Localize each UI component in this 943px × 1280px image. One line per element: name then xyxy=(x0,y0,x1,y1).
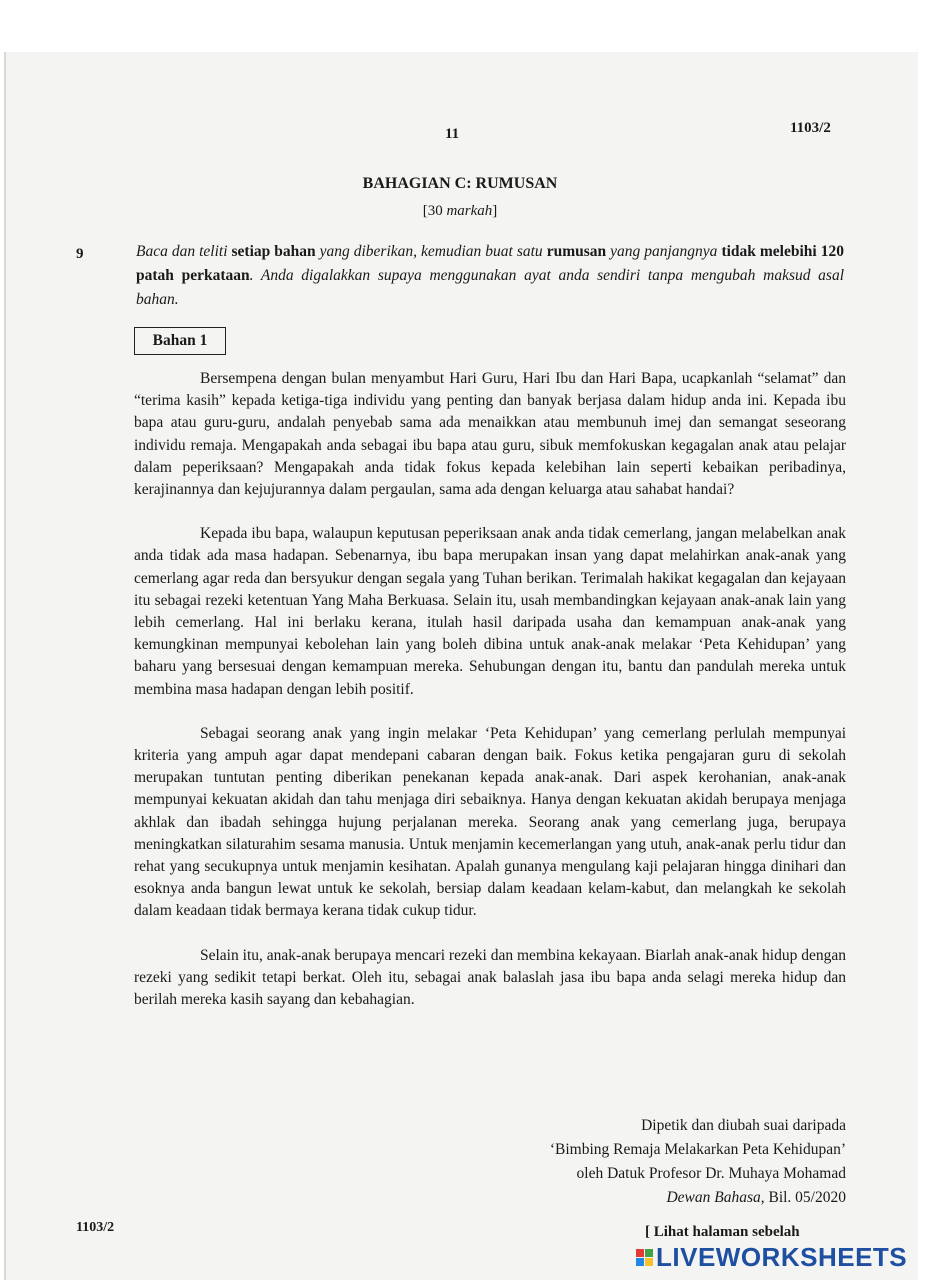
source-line: ‘Bimbing Remaja Melakarkan Peta Kehidupan’ xyxy=(549,1141,846,1158)
page-number: 11 xyxy=(445,126,460,142)
paper-code-bottom: 1103/2 xyxy=(76,1220,115,1235)
logo-square xyxy=(636,1249,644,1257)
source-citation xyxy=(400,1114,846,1210)
instruction-text: . Anda digalakkan supaya menggunakan ayat anda sendiri tanpa mengubah maksud asal bahan. xyxy=(136,267,844,308)
source-line: Dewan Bahasa, Bil. 05/2020 xyxy=(666,1189,846,1206)
logo-square xyxy=(645,1258,653,1266)
logo-square xyxy=(645,1249,653,1257)
watermark-text: LIVEWORKSHEETS xyxy=(656,1241,908,1272)
liveworksheets-watermark xyxy=(636,1240,907,1274)
instruction-emphasis: setiap bahan xyxy=(231,243,316,260)
instruction-text: yang panjangnya xyxy=(606,243,722,260)
section-title: BAHAGIAN C: RUMUSAN xyxy=(362,175,558,192)
passage xyxy=(134,368,846,1033)
passage-paragraph: Kepada ibu bapa, walaupun keputusan peperiksaan anak anda tidak cemerlang, jangan melabelkan anak anda tidak ada masa hadapan. Sebenarnya, ibu bapa merupakan insan yang dapat melahirkan anak-anak yang cemerlang agar reda dan bersyukur dengan segala yang Tuhan berikan. Terimalah hakikat kegagalan dan kejayaan itu sebagai rezeki ketentuan Yang Maha Berkuasa. Selain itu, usah membandingkan kejayaan anak-anak lain yang lebih cemerlang. Hal ini berlaku kerana, itulah hasil daripada usaha dan kemampuan anak-anak yang kemungkinan mempunyai kebolehan lain yang boleh dibina untuk anak-anak melakar ‘Peta Kehidupan’ yang baharu yang bersesuai dengan kemampuan mereka. Sehubungan dengan itu, bantu dan pandulah mereka untuk membina masa hadapan dengan lebih positif. xyxy=(134,525,846,698)
passage-paragraph: Sebagai seorang anak yang ingin melakar ‘Peta Kehidupan’ yang cemerlang perlulah mempunyai kriteria yang ampuh agar dapat mendepani cabaran dengan baik. Fokus ketika pengajaran guru di sekolah merupakan tuntutan penting diberikan penekanan kepada anak-anak. Dari aspek kerohanian, anak-anak mempunyai kekuatan akidah dan tahu menjaga diri sebaiknya. Hanya dengan kekuatan akidah berupaya menjaga akhlak dan ibadah sehingga hujung perjalanan mereka. Seorang anak yang cemerlang juga, berupaya meningkatkan silaturahim sesama manusia. Untuk menjamin kecemerlangan yang utuh, anak-anak perlu tidur dan rehat yang secukupnya untuk menjamin kesihatan. Apalah gunanya mengulang kaji pelajaran hingga dinihari dan esoknya anda bangun lewat untuk ke sekolah, bersiap dalam keadaan kelam-kabut, dan melangkah ke sekolah dalam keadaan tidak bermaya kerana tidak cukup tidur. xyxy=(134,724,846,920)
paper-code-top: 1103/2 xyxy=(790,120,831,136)
passage-paragraph: Bersempena dengan bulan menyambut Hari Guru, Hari Ibu dan Hari Bapa, ucapkanlah “selamat” dan “terima kasih” kepada ketiga-tiga individu yang penting dan banyak berjasa dalam hidup anda ini. Kepada ibu bapa atau guru-guru, andalah penyebab sama ada menaikkan atau membunuh imej dan semangat seseorang individu remaja. Mengapakah anda sebagai ibu bapa atau guru, sibuk memfokuskan kegagalan anak atau pelajar dalam peperiksaan? Mengapakah anda tidak fokus kepada kelebihan lain seperti kebaikan peribadinya, kerajinannya dan kejujurannya dalam pergaulan, sama ada dengan keluarga atau sahabat handai? xyxy=(134,370,846,499)
liveworksheets-logo-icon xyxy=(636,1249,653,1266)
instruction-emphasis: tidak melebihi 120 patah perkataan xyxy=(136,243,844,284)
source-line: oleh Datuk Profesor Dr. Muhaya Mohamad xyxy=(576,1165,846,1182)
question-instruction xyxy=(136,240,844,312)
instruction-text: yang diberikan, kemudian buat satu xyxy=(315,243,547,260)
next-page-note: [ Lihat halaman sebelah xyxy=(645,1224,800,1240)
passage-paragraph: Selain itu, anak-anak berupaya mencari rezeki dan membina kekayaan. Biarlah anak-anak hidup dengan rezeki yang sedikit tetapi berkat. Oleh itu, sebagai anak balaslah jasa ibu bapa anda selagi mereka hidup dan berilah mereka kasih sayang dan kebahagian. xyxy=(134,946,846,1009)
section-marks: [30 markah] xyxy=(422,203,498,219)
source-line: Dipetik dan diubah suai daripada xyxy=(641,1117,846,1134)
bahan-label: Bahan 1 xyxy=(134,327,226,355)
logo-square xyxy=(636,1258,644,1266)
instruction-text: Baca dan teliti xyxy=(136,243,232,260)
question-number: 9 xyxy=(76,246,84,262)
instruction-emphasis: rumusan xyxy=(546,243,607,260)
